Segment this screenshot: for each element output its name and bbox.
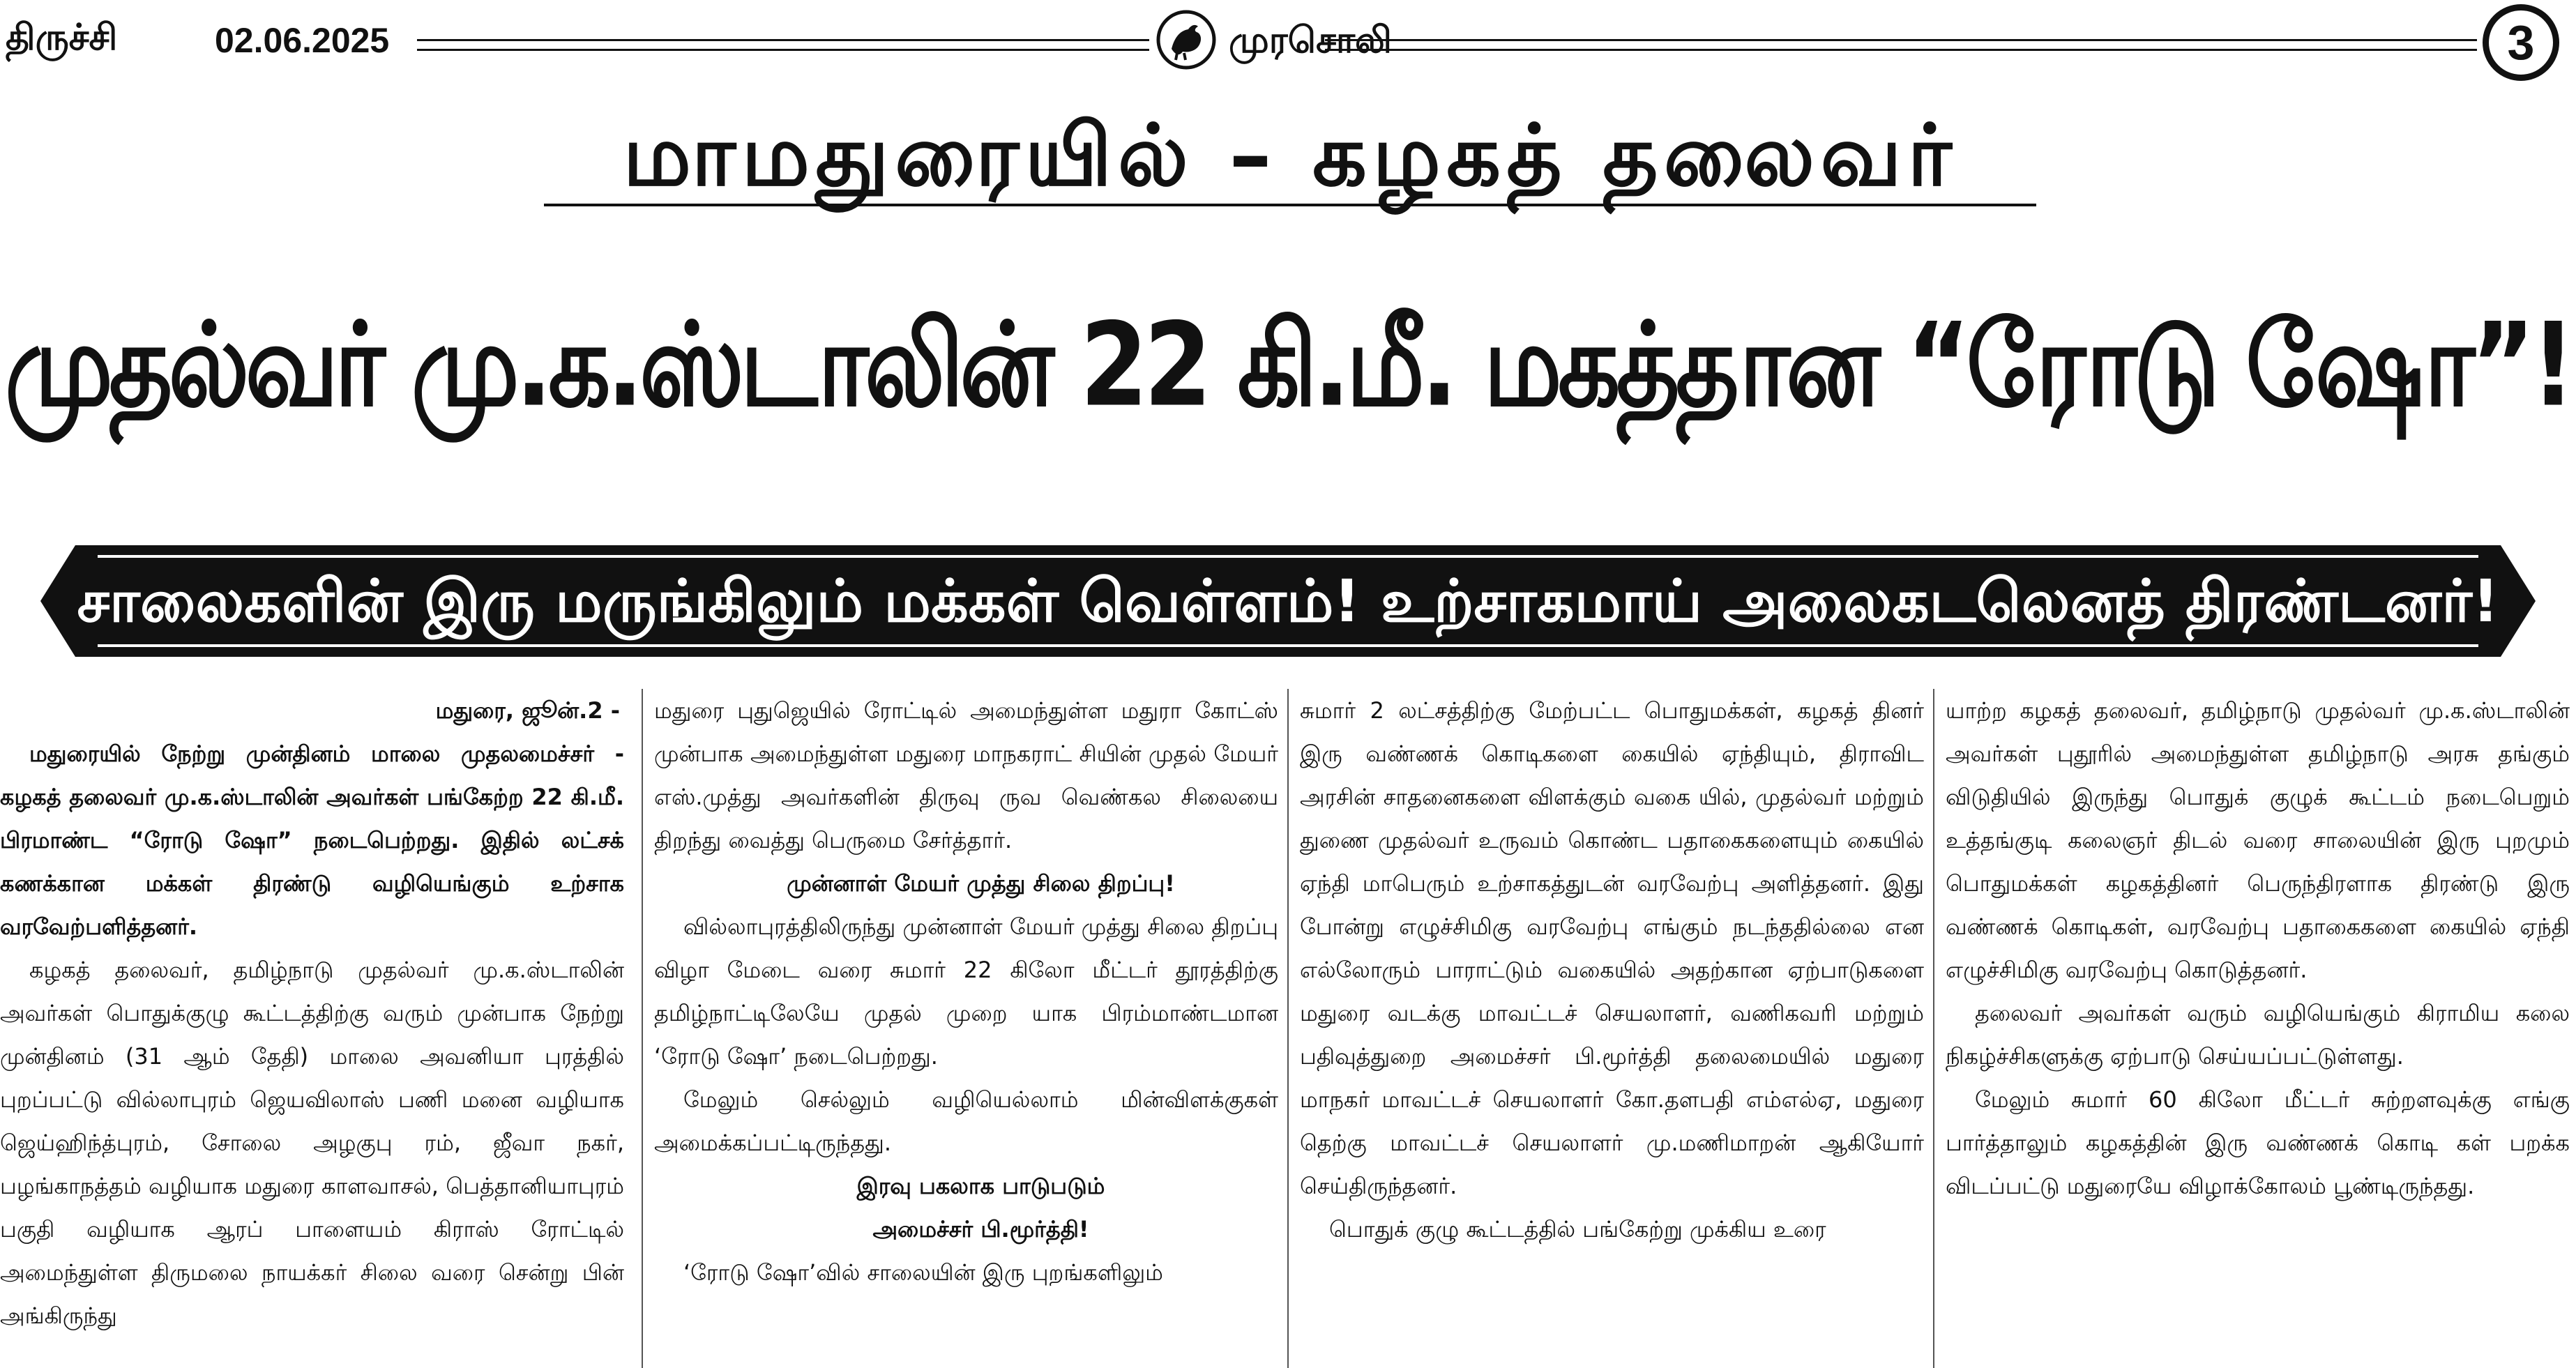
column-divider xyxy=(642,689,643,1368)
article-column-3 xyxy=(1300,689,1924,1368)
article-dateline: மதுரை, ஜூன்.2 - xyxy=(435,697,620,724)
article-lead: மதுரையில் நேற்று முன்தினம் மாலை முதலமைச்சர் - கழகத் தலைவர் மு.க.ஸ்டாலின் அவர்கள் பங்கேற்ற 22 கி.மீ. பிரமாண்ட “ரோடு ஷோ” நடைபெற்றது. இதில் லட்சக் கணக்கான மக்கள் திரண்டு வழியெங்கும் உற்சாக வரவேற்பளித்தனர். xyxy=(0,740,624,940)
masthead-rule xyxy=(1325,49,2477,51)
masthead-rule xyxy=(417,39,1149,41)
page-number-badge: 3 xyxy=(2483,4,2559,81)
article-column-1 xyxy=(0,689,624,1368)
article-paragraph: மதுரை புதுஜெயில் ரோட்டில் அமைந்துள்ள மதுரா கோட்ஸ் முன்பாக அமைந்துள்ள மதுரை மாநகராட் சியின் முதல் மேயர் எஸ்.முத்து அவர்களின் திருவு ருவ வெண்கல சிலையை திறந்து வைத்து பெருமை சேர்த்தார். xyxy=(654,697,1278,853)
article-column-2 xyxy=(654,689,1278,1368)
masthead xyxy=(0,0,2576,98)
article-paragraph: பொதுக் குழு கூட்டத்தில் பங்கேற்று முக்கிய உரை xyxy=(1329,1216,1826,1242)
banner-headline: சாலைகளின் இரு மருங்கிலும் மக்கள் வெள்ளம்! உற்சாகமாய் அலைகடலெனத் திரண்டனர்! xyxy=(77,567,2499,635)
article-paragraph: தலைவர் அவர்கள் வரும் வழியெங்கும் கிராமிய கலை நிகழ்ச்சிகளுக்கு ஏற்பாடு செய்யப்பட்டுள்ளது. xyxy=(1946,1000,2570,1070)
article-paragraph: மேலும் செல்லும் வழியெல்லாம் மின்விளக்குகள் அமைக்கப்பட்டிருந்தது. xyxy=(654,1086,1278,1156)
main-headline: முதல்வர் மு.க.ஸ்டாலின் 22 கி.மீ. மகத்தான “ரோடு ஷோ”! xyxy=(4,298,2572,433)
banner-left-point xyxy=(40,545,75,657)
kicker-underline xyxy=(544,204,2036,206)
article-paragraph: சுமார் 2 லட்சத்திற்கு மேற்பட்ட பொதுமக்கள், கழகத் தினர் இரு வண்ணக் கொடிகளை கையில் ஏந்தியும், திராவிட அரசின் சாதனைகளை விளக்கும் வகை யில், முதல்வர் மற்றும் துணை முதல்வர் உருவம் கொண்ட பதாகைகளையும் கையில் ஏந்தி மாபெரும் உற்சாகத்துடன் வரவேற்பு அளித்தனர். இது போன்று எழுச்சிமிகு வரவேற்பு எங்கும் நடந்ததில்லை என எல்லோரும் பாராட்டும் வகையில் அதற்கான ஏற்பாடுகளை மதுரை வடக்கு மாவட்டச் செயலாளர், வணிகவரி மற்றும் பதிவுத்துறை அமைச்சர் பி.மூர்த்தி தலைமையில் மதுரை மாநகர் மாவட்டச் செயலாளர் கோ.தளபதி எம்எல்ஏ, மதுரை தெற்கு மாவட்டச் செயலாளர் மு.மணிமாறன் ஆகியோர் செய்திருந்தனர். xyxy=(1300,697,1924,1199)
article-paragraph: ‘ரோடு ஷோ’வில் சாலையின் இரு புறங்களிலும் xyxy=(683,1259,1163,1286)
column-divider xyxy=(1287,689,1289,1368)
article-paragraph: கழகத் தலைவர், தமிழ்நாடு முதல்வர் மு.க.ஸ்டாலின் அவர்கள் பொதுக்குழு கூட்டத்திற்கு வரும் முன்பாக நேற்று முன்தினம் (31 ஆம் தேதி) மாலை அவனியா புரத்தில் புறப்பட்டு வில்லாபுரம் ஜெயவிலாஸ் பணி மனை வழியாக ஜெய்ஹிந்த்புரம், சோலை அழகுபு ரம், ஜீவா நகர், பழங்காநத்தம் வழியாக மதுரை காளவாசல், பெத்தானியாபுரம் பகுதி வழியாக ஆரப் பாளையம் கிராஸ் ரோட்டில் அமைந்துள்ள திருமலை நாயக்கர் சிலை வரை சென்று பின் அங்கிருந்து xyxy=(0,957,624,1329)
article-column-4 xyxy=(1946,689,2570,1368)
article-paragraph: வில்லாபுரத்திலிருந்து முன்னாள் மேயர் முத்து சிலை திறப்பு விழா மேடை வரை சுமார் 22 கிலோ மீட்டர் தூரத்திற்கு தமிழ்நாட்டிலேயே முதல் முறை யாக பிரம்மாண்டமான ‘ரோடு ஷோ’ நடைபெற்றது. xyxy=(654,913,1278,1070)
headline-kicker: மாமதுரையில் – கழகத் தலைவர் xyxy=(623,106,1957,205)
article-subheading: முன்னாள் மேயர் முத்து சிலை திறப்பு! xyxy=(787,870,1175,897)
paper-name: முரசொலி xyxy=(1229,20,1392,61)
edition-date: 02.06.2025 xyxy=(215,21,390,60)
edition-city: திருச்சி xyxy=(6,17,118,59)
cock-emblem-icon xyxy=(1156,10,1216,70)
column-divider xyxy=(1933,689,1934,1368)
article-paragraph: மேலும் சுமார் 60 கிலோ மீட்டர் சுற்றளவுக்கு எங்கு பார்த்தாலும் கழகத்தின் இரு வண்ணக் கொடி கள் பறக்க விடப்பட்டு மதுரையே விழாக்கோலம் பூண்டிருந்தது. xyxy=(1946,1086,2570,1199)
article-subheading: அமைச்சர் பி.மூர்த்தி! xyxy=(872,1216,1089,1242)
article-paragraph: யாற்ற கழகத் தலைவர், தமிழ்நாடு முதல்வர் மு.க.ஸ்டாலின் அவர்கள் புதூரில் அமைந்துள்ள தமிழ்நாடு அரசு தங்கும் விடுதியில் இருந்து பொதுக் குழுக் கூட்டம் நடைபெறும் உத்தங்குடி கலைஞர் திடல் வரை சாலையின் இரு புறமும் பொதுமக்கள் கழகத்தினர் பெருந்திரளாக திரண்டு இரு வண்ணக் கொடிகள், வரவேற்பு பதாகைகளை கையில் ஏந்தி எழுச்சிமிகு வரவேற்பு கொடுத்தனர். xyxy=(1946,697,2570,983)
masthead-rule xyxy=(417,49,1149,51)
masthead-rule xyxy=(1325,39,2477,41)
article-subheading: இரவு பகலாக பாடுபடும் xyxy=(856,1173,1105,1199)
banner-right-point xyxy=(2501,545,2536,657)
